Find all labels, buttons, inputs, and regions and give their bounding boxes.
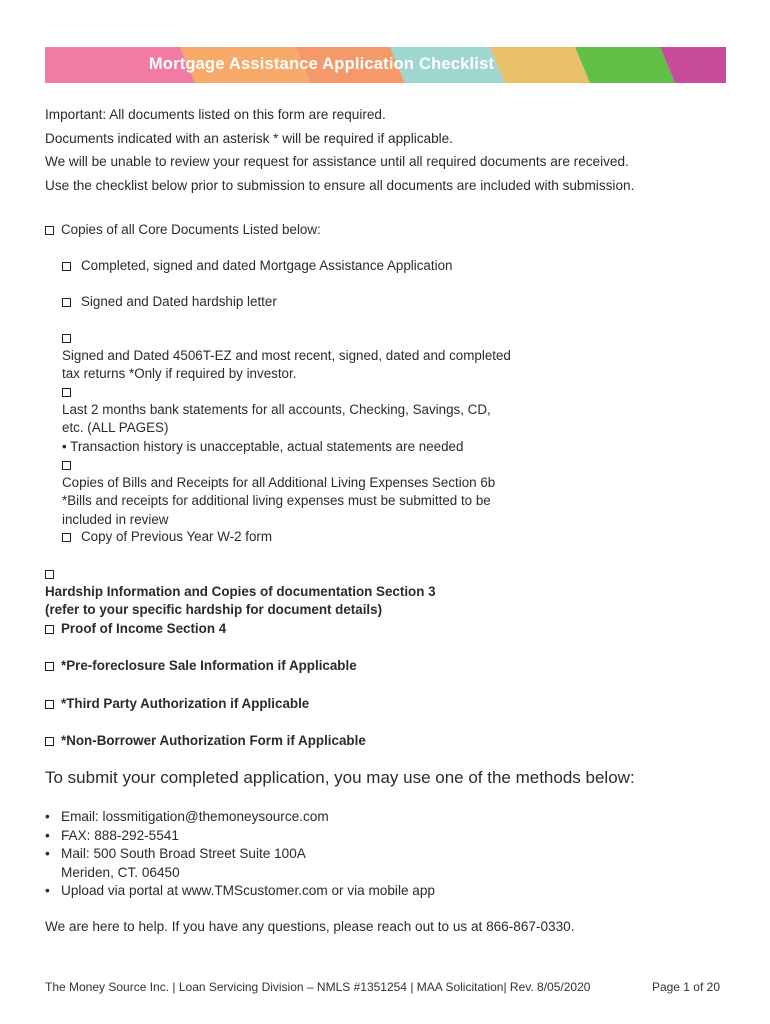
checklist-item-non-borrower bbox=[45, 732, 366, 750]
bullet: • bbox=[45, 809, 50, 824]
page-title: Mortgage Assistance Application Checklist bbox=[148, 55, 495, 73]
intro-line: Documents indicated with an asterisk * will be required if applicable. bbox=[45, 130, 454, 146]
checkbox[interactable] bbox=[62, 388, 71, 397]
checkbox[interactable] bbox=[45, 737, 54, 746]
checkbox[interactable] bbox=[62, 461, 71, 470]
mail-address-line: Mail: 500 South Broad Street Suite 100A bbox=[61, 846, 306, 861]
bullet: • bbox=[45, 827, 50, 843]
bullet: • bbox=[45, 846, 50, 861]
checklist-label-line: (refer to your specific hardship for document details) bbox=[45, 602, 383, 618]
checklist-label: Copy of Previous Year W-2 form bbox=[81, 529, 273, 544]
submission-methods-list bbox=[45, 808, 435, 901]
checklist-label-line: tax returns *Only if required by investor. bbox=[62, 366, 297, 382]
checklist-label: *Third Party Authorization if Applicable bbox=[61, 696, 310, 711]
checklist-label: *Non-Borrower Authorization Form if Applicable bbox=[61, 733, 366, 748]
email-text[interactable]: Email: lossmitigation@themoneysource.com bbox=[61, 809, 329, 824]
list-item-upload bbox=[45, 882, 435, 901]
checklist-subitem-bank-statements bbox=[62, 383, 491, 456]
checkbox[interactable] bbox=[45, 662, 54, 671]
checklist-label-line: Hardship Information and Copies of documentation Section 3 bbox=[45, 584, 436, 600]
submit-heading: To submit your completed application, you may use one of the methods below: bbox=[45, 768, 635, 787]
checklist-label bbox=[62, 384, 491, 456]
checklist-label-line: • Transaction history is unacceptable, actual statements are needed bbox=[62, 438, 464, 454]
checkbox[interactable] bbox=[45, 570, 54, 579]
checklist-subitem-w2 bbox=[62, 528, 272, 546]
checklist-item-preforeclosure bbox=[45, 657, 357, 675]
checklist-subitem-hardship-letter bbox=[62, 293, 277, 311]
page-number: Page 1 of 20 bbox=[651, 980, 720, 994]
intro-line: Important: All documents listed on this form are required. bbox=[45, 107, 386, 122]
help-text: We are here to help. If you have any questions, please reach out to us at 866-867-0330. bbox=[45, 919, 575, 934]
checklist-label bbox=[62, 330, 511, 384]
checklist-label: *Pre-foreclosure Sale Information if Applicable bbox=[61, 658, 357, 673]
intro-line: Use the checklist below prior to submission to ensure all documents are included with submission. bbox=[45, 177, 635, 193]
checklist-label: Signed and Dated hardship letter bbox=[81, 294, 277, 309]
checklist-label-line: etc. (ALL PAGES) bbox=[62, 420, 169, 436]
checkbox[interactable] bbox=[62, 262, 71, 271]
checklist-label bbox=[62, 457, 495, 529]
page-footer bbox=[45, 980, 720, 994]
checklist-label-line: included in review bbox=[62, 511, 169, 527]
checkbox[interactable] bbox=[62, 334, 71, 343]
checklist-item-income bbox=[45, 620, 226, 638]
checklist-label-line: Signed and Dated 4506T-EZ and most recent, signed, dated and completed bbox=[62, 348, 511, 364]
checkbox[interactable] bbox=[62, 533, 71, 542]
checklist-item-core-documents bbox=[45, 221, 321, 239]
checklist-subitem-bills-receipts bbox=[62, 456, 495, 529]
checklist-subitem-application bbox=[62, 257, 452, 275]
mail-address-line: Meriden, CT. 06450 bbox=[61, 864, 180, 880]
checklist-label bbox=[45, 566, 436, 620]
checklist-label: Completed, signed and dated Mortgage Assistance Application bbox=[81, 258, 453, 273]
checklist-label-line: Last 2 months bank statements for all accounts, Checking, Savings, CD, bbox=[62, 402, 491, 418]
upload-text[interactable]: Upload via portal at www.TMScustomer.com or via mobile app bbox=[61, 883, 435, 898]
checkbox[interactable] bbox=[45, 226, 54, 235]
intro-line: We will be unable to review your request for assistance until all required documents are received. bbox=[45, 154, 629, 169]
checklist-label-line: *Bills and receipts for additional living expenses must be submitted to be bbox=[62, 493, 491, 509]
fax-text: FAX: 888-292-5541 bbox=[61, 827, 179, 843]
title-banner bbox=[45, 47, 726, 83]
footer-text: The Money Source Inc. | Loan Servicing Division – NMLS #1351254 | MAA Solicitation| Rev. 8/05/2020 bbox=[45, 980, 591, 994]
intro-text bbox=[45, 103, 745, 197]
bullet: • bbox=[45, 883, 50, 898]
list-item-fax bbox=[45, 827, 435, 846]
checklist-item-hardship bbox=[45, 565, 436, 620]
checkbox[interactable] bbox=[45, 625, 54, 634]
checklist-label: Copies of all Core Documents Listed below: bbox=[61, 222, 321, 237]
checkbox[interactable] bbox=[62, 298, 71, 307]
list-item-email bbox=[45, 808, 435, 827]
checkbox[interactable] bbox=[45, 700, 54, 709]
checklist-label-line: Copies of Bills and Receipts for all Additional Living Expenses Section 6b bbox=[62, 475, 496, 491]
list-item-mail bbox=[45, 845, 435, 882]
checklist-subitem-tax-returns bbox=[62, 329, 511, 384]
checklist-label: Proof of Income Section 4 bbox=[61, 621, 227, 636]
checklist-item-third-party bbox=[45, 695, 309, 713]
